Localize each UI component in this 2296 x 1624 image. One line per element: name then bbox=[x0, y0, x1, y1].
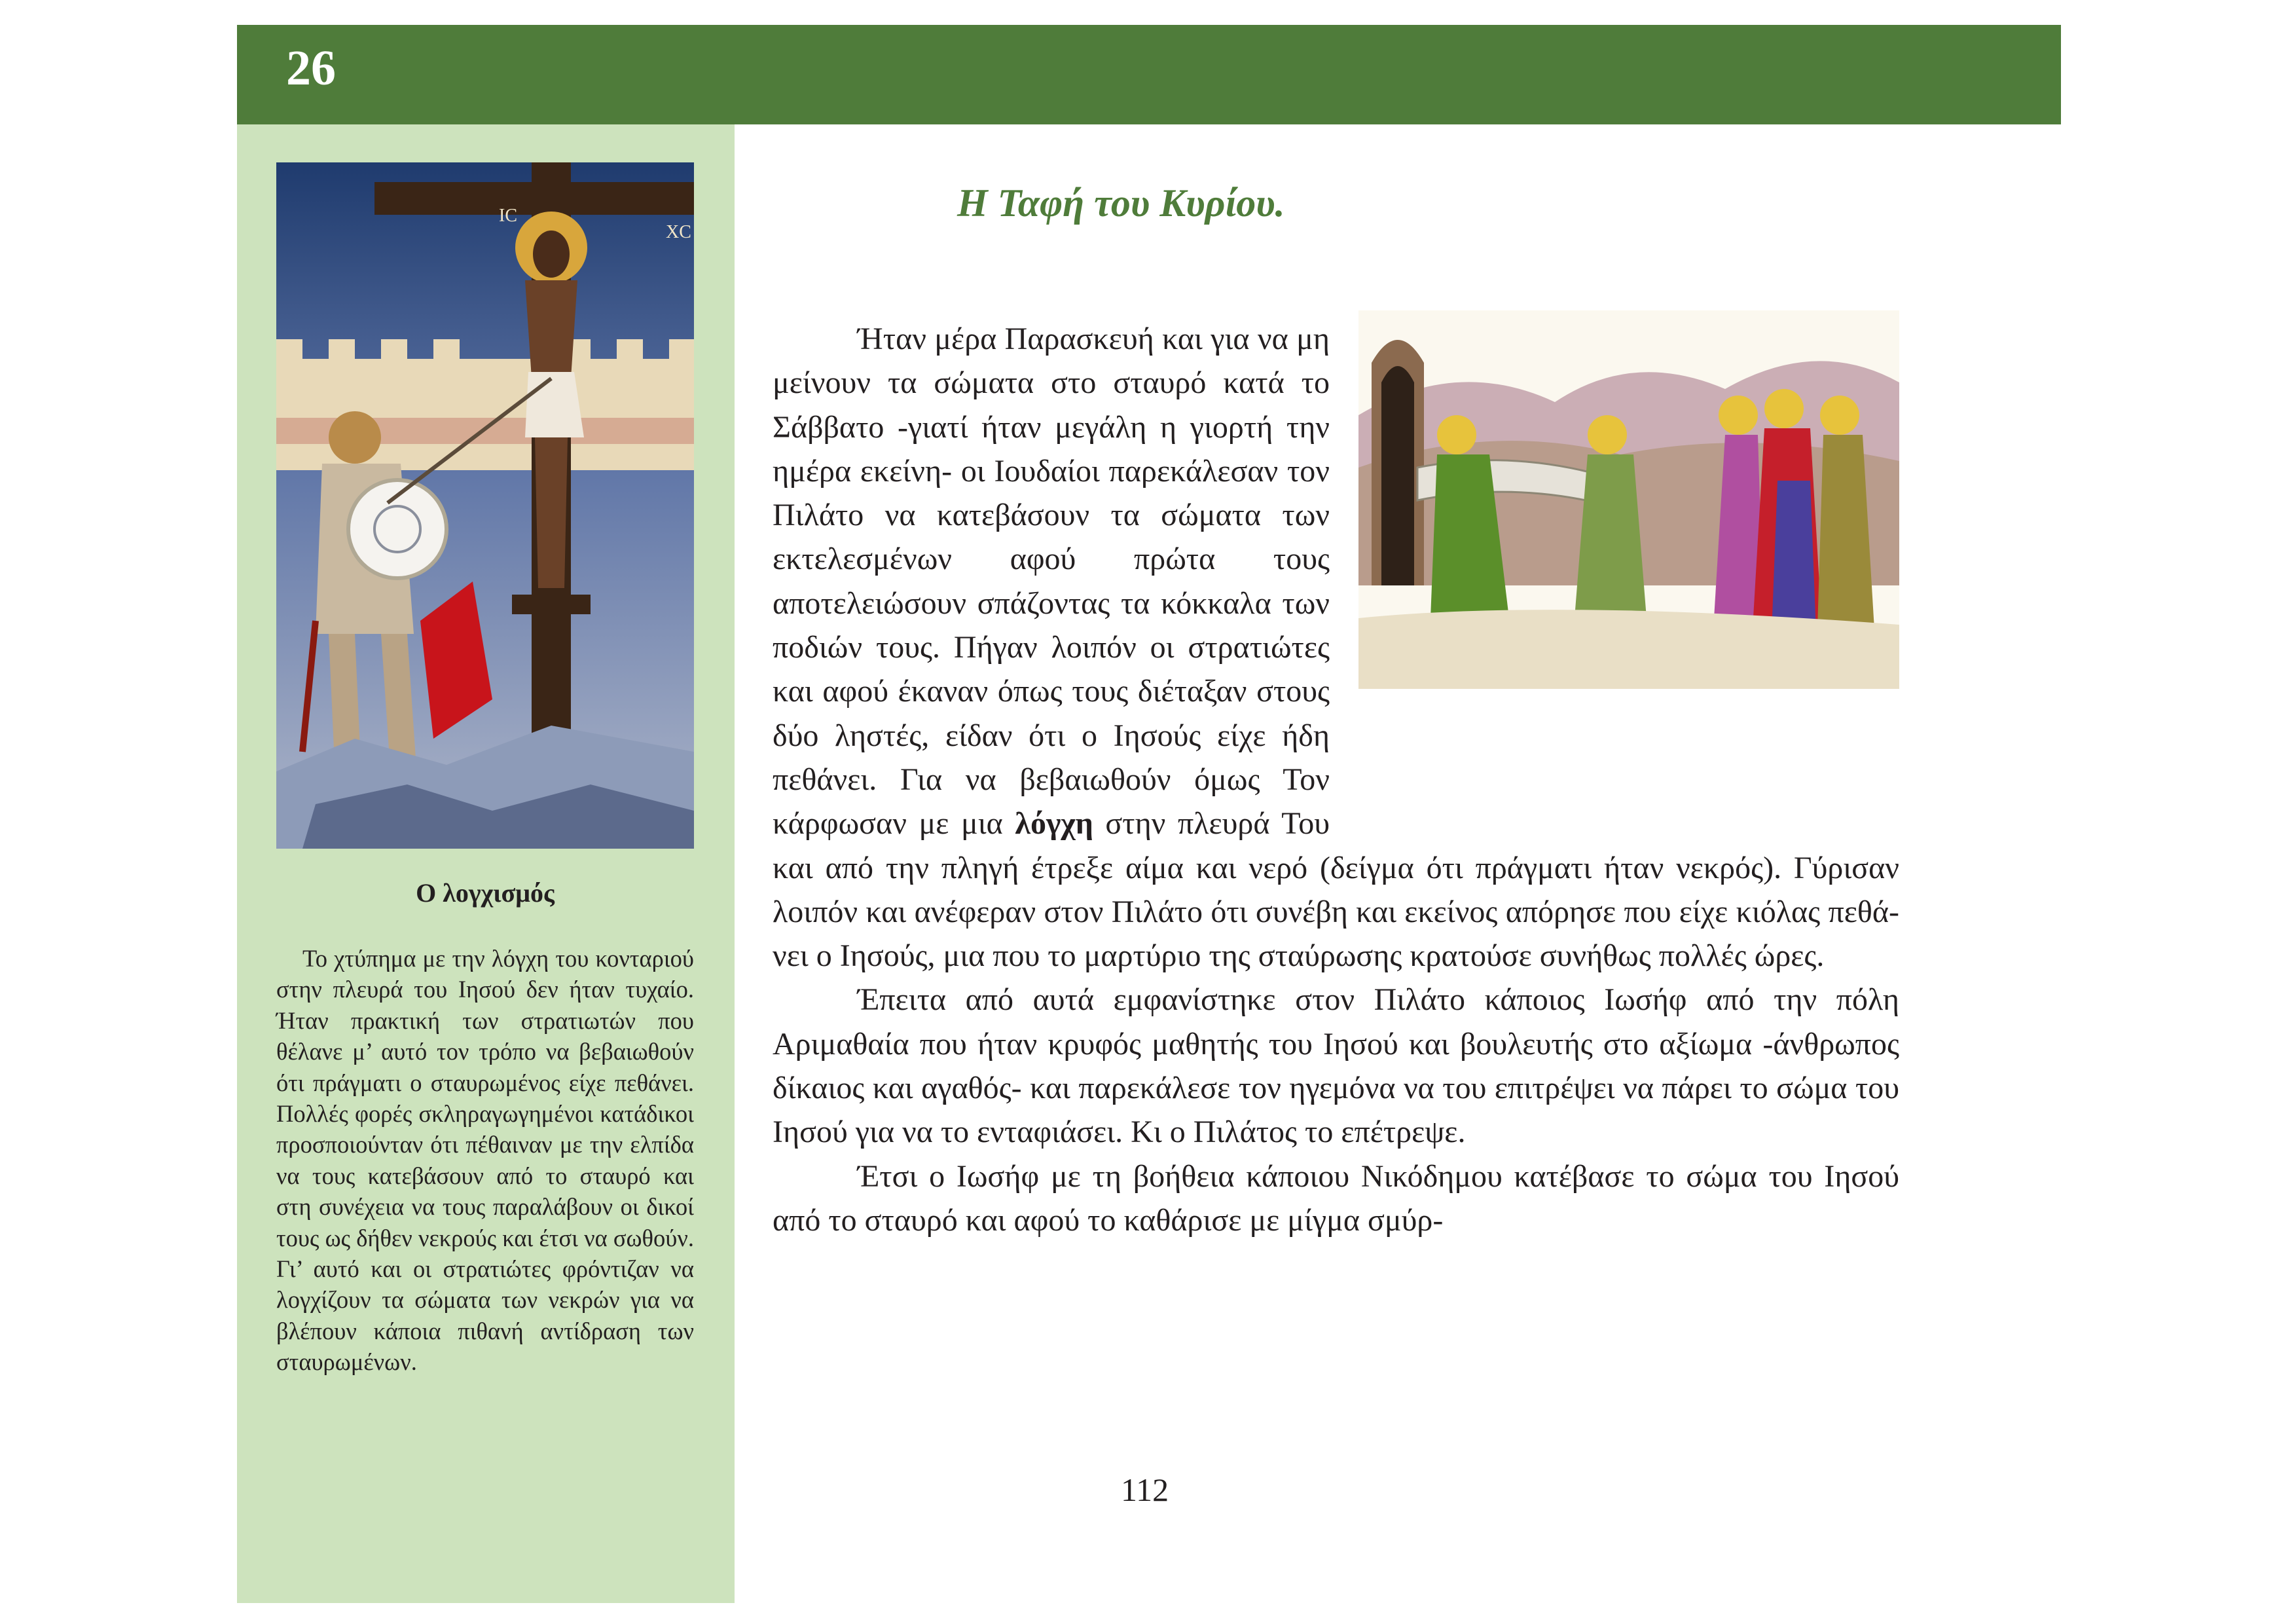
header-band bbox=[237, 25, 2061, 124]
article-body bbox=[773, 317, 1899, 1242]
page-number: 112 bbox=[1121, 1471, 1169, 1508]
sidebar bbox=[237, 124, 735, 1603]
paragraph-1-text: Ήταν μέρα Παρασκευή και για να μη μείνουν τα σώματα στο σταυρό κατά το Σάββατο -γιατί ήταν μεγάλη η γιορτή την ημέρα εκείνη- οι Ιουδαίοι παρεκάλεσαν τον Πιλάτο να κατεβάσουν τα σώματα των εκτελεσμένων αφού πρώτα τους αποτελειώσουν σπάζοντας τα κόκκαλα των ποδιών τους. Πήγαν λοιπόν οι στρατιώτες και αφού έκαναν όπως τους διέταξαν στους δύο ληστές, είδαν ότι ο Ιησούς είχε ήδη πεθάνει. Για να βεβαιωθούν όμως Τον κάρφωσαν με μια bbox=[773, 322, 1330, 841]
paragraph-2: Έπειτα από αυτά εμφανίστηκε στον Πιλάτο κάποιος Ιωσήφ από την πόλη Αριμαθαία που ήταν κρυφός μαθητής του Ιησού και βουλευτής στο αξίωμα -άνθρωπος δίκαιος και αγαθός- και παρεκάλεσε τον ηγεμόνα να του επιτρέψει να πάρει το σώμα του Ιησού για να το ενταφιάσει. Κι ο Πιλάτος το επέτρεψε. bbox=[773, 982, 1899, 1150]
figure-wrap-space bbox=[1330, 317, 1899, 842]
svg-text:ΙC: ΙC bbox=[499, 206, 517, 226]
article-title: Η Ταφή του Κυρίου. bbox=[957, 181, 1285, 225]
paragraph-3: Έτσι ο Ιωσήφ με τη βοήθεια κάποιου Νικόδημου κατέβασε το σώμα του Ιησού από το σταυρό και αφού το καθάρισε με μίγμα σμύρ- bbox=[773, 1158, 1899, 1238]
keyword-bold: λόγχη bbox=[1015, 806, 1093, 841]
crucifixion-icon-painting bbox=[276, 162, 694, 849]
chapter-number: 26 bbox=[286, 41, 336, 96]
paragraph-1-text-cont: στην πλευρά Του και από την πληγή έτρεξε αίμα και νερό (δείγμα ότι πράγματι ήταν νεκρός). Γύρισαν λοιπόν και ανέφεραν στον Πιλάτο ότι συνέβη και εκείνος απόρησε που είχε κιόλας πεθάνει ο Ιησούς, μια που το μαρτύριο της σταύρωσης κρατούσε συνήθως πολλές ώρες. bbox=[773, 806, 1899, 974]
svg-text:XC: XC bbox=[666, 222, 691, 242]
figure-caption: Ο λογχισμός bbox=[416, 878, 555, 908]
sidebar-paragraph: Το χτύπημα με την λόγχη του κονταριού στην πλευρά του Ιησού δεν ήταν τυχαίο. Ήταν πρακτική των στρατιωτών που θέλανε μ’ αυτό τον τρόπο να βεβαιωθούν ότι πράγματι ο σταυρωμένος είχε πεθάνει. Πολλές φορές σκληραγωγημένοι κατάδικοι προσποιούνταν ότι πέθαιναν με την ελπίδα να τους κατεβάσουν από το σταυρό και στη συνέχεια να τους παραλάβουν οι δικοί τους ως δήθεν νεκρούς και έτσι να σωθούν. Γι’ αυτό και οι στρατιώτες φρόντιζαν να λογχίζουν τα σώματα των νεκρών για να βλέπουν κάποια πιθανή αντίδραση των σταυρωμένων. bbox=[276, 945, 694, 1376]
